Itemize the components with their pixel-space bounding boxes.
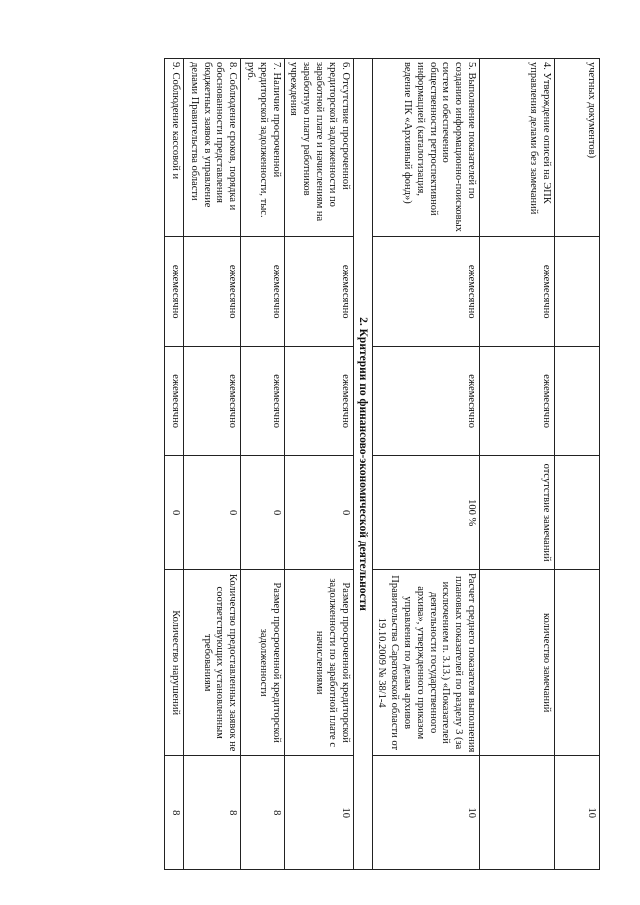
period-cell: ежемесячно	[480, 237, 555, 346]
period-cell: ежемесячно	[372, 237, 479, 346]
criterion-name-cell: 7. Наличие просроченной кредиторской задолженности, тыс. руб.	[241, 59, 284, 237]
calculation-cell: количество замечаний	[480, 569, 555, 756]
points-cell: 8	[165, 756, 184, 870]
criterion-name-cell: 5. Выполнение показателей по созданию информационно-поисковых систем и обеспечению общественности ретроспективной информацией (каталогизация, ведение ПК «Архивный фонд»)	[372, 59, 479, 237]
calculation-cell	[555, 569, 600, 756]
table-row	[480, 59, 555, 870]
points-cell: 10	[372, 756, 479, 870]
table-row	[184, 59, 241, 870]
target-value-cell: 100 %	[372, 456, 479, 570]
calculation-cell: Размер просроченной кредиторской задолженности	[241, 569, 284, 756]
points-cell	[480, 756, 555, 870]
criteria-table	[164, 58, 600, 870]
period-cell	[555, 346, 600, 455]
target-value-cell: 0	[241, 456, 284, 570]
calculation-cell: Количество предоставленных заявок не соответствующих установленным требованиям	[184, 569, 241, 756]
target-value-cell: 0	[165, 456, 184, 570]
criterion-name-cell: 8. Соблюдение сроков, порядка и обоснованности представления бюджетных заявок в управление делами Правительства области	[184, 59, 241, 237]
period-cell: ежемесячно	[284, 237, 353, 346]
table-row	[241, 59, 284, 870]
target-value-cell: отсутствие замечаний	[480, 456, 555, 570]
points-cell: 10	[284, 756, 353, 870]
target-value-cell: 0	[184, 456, 241, 570]
target-value-cell: 0	[284, 456, 353, 570]
table-row	[284, 59, 353, 870]
calculation-cell: Расчет среднего показателя выполнения плановых показателей по разделу 3 (за исключением п. 3.13.) «Показателей деятельности государственного архива», утвержденного приказом управления по делам архивов Правительства Саратовской области от 19.10.2009 № 38/1-4	[372, 569, 479, 756]
criterion-name-cell: 6. Отсутствие просроченной кредиторской задолженности по заработной плате и начислениям на заработную плату работников учреждения	[284, 59, 353, 237]
calculation-cell: Размер просроченной кредиторской задолженности по заработной плате с начислениями	[284, 569, 353, 756]
points-cell: 8	[241, 756, 284, 870]
table-row	[165, 59, 184, 870]
table-row	[555, 59, 600, 870]
criterion-name-cell: 4. Утверждение описей на ЭПК управления делами без замечаний	[480, 59, 555, 237]
criterion-name-cell: учетных документов)	[555, 59, 600, 237]
period-cell: ежемесячно	[165, 346, 184, 455]
target-value-cell	[555, 456, 600, 570]
period-cell: ежемесячно	[480, 346, 555, 455]
period-cell: ежемесячно	[165, 237, 184, 346]
section-header-row	[353, 59, 372, 870]
table-row	[372, 59, 479, 870]
period-cell	[555, 237, 600, 346]
section-title: 2. Критерии по финансово-экономической деятельности	[353, 59, 372, 870]
period-cell: ежемесячно	[372, 346, 479, 455]
period-cell: ежемесячно	[284, 346, 353, 455]
calculation-cell: Количество нарушений	[165, 569, 184, 756]
period-cell: ежемесячно	[184, 346, 241, 455]
criterion-name-cell: 9. Соблюдение кассовой и	[165, 59, 184, 237]
period-cell: ежемесячно	[184, 237, 241, 346]
period-cell: ежемесячно	[241, 237, 284, 346]
period-cell: ежемесячно	[241, 346, 284, 455]
points-cell: 10	[555, 756, 600, 870]
points-cell: 8	[184, 756, 241, 870]
